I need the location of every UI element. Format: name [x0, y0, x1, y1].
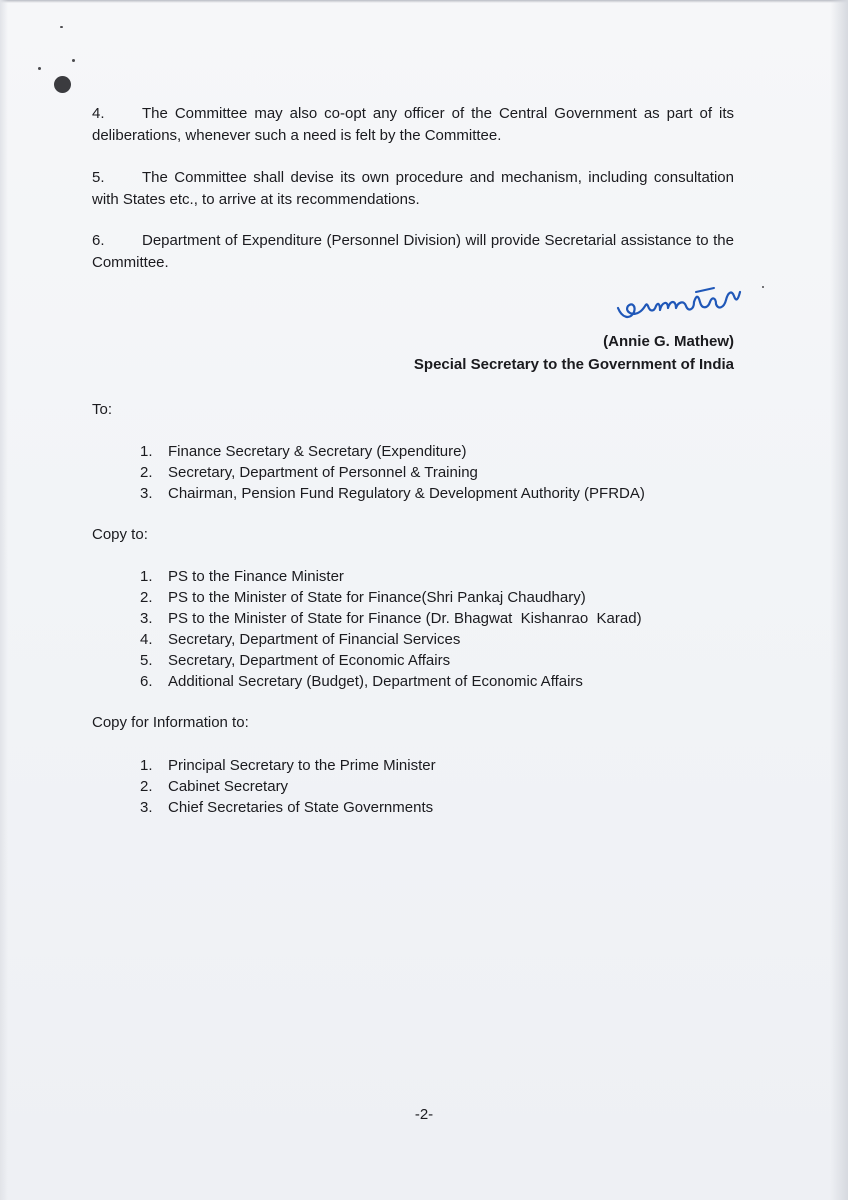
copy-for-information-heading: Copy for Information to:	[92, 714, 249, 731]
copy-for-information-list	[140, 755, 436, 818]
paragraph-6	[92, 230, 734, 274]
paragraph-text: The Committee shall devise its own procedure and mechanism, including consultation with States etc., to arrive at its recommendations.	[92, 169, 734, 208]
paragraph-5	[92, 167, 734, 211]
list-item: 6. Additional Secretary (Budget), Department of Economic Affairs	[140, 673, 583, 690]
paragraph-number: 5.	[92, 169, 105, 186]
list-item: 3. PS to the Minister of State for Finance (Dr. Bhagwat Kishanrao Karad)	[140, 610, 642, 627]
handwritten-signature	[612, 272, 752, 328]
list-item: 5. Secretary, Department of Economic Affairs	[140, 652, 451, 669]
list-item: 3. Chairman, Pension Fund Regulatory & Development Authority (PFRDA)	[140, 485, 645, 502]
signatory-designation: Special Secretary to the Government of India	[413, 356, 734, 373]
scan-edge-left	[0, 0, 8, 1200]
scan-edge-right	[830, 0, 848, 1200]
to-list	[140, 441, 645, 504]
list-item: 2. PS to the Minister of State for Finance(Shri Pankaj Chaudhary)	[140, 589, 586, 606]
paragraph-4	[92, 103, 734, 147]
paragraph-text: The Committee may also co-opt any officer of the Central Government as part of its deliberations, whenever such a need is felt by the Committee.	[92, 105, 734, 144]
list-item: 2. Cabinet Secretary	[140, 778, 289, 795]
scan-edge-top	[0, 0, 848, 3]
list-item: 3. Chief Secretaries of State Governments	[140, 799, 434, 816]
list-item: 1. Finance Secretary & Secretary (Expenditure)	[140, 443, 467, 460]
punch-hole-mark	[54, 76, 71, 93]
list-item: 2. Secretary, Department of Personnel & Training	[140, 464, 478, 481]
scan-speck	[38, 67, 41, 70]
scan-speck	[60, 26, 63, 28]
page-number: -2-	[414, 1106, 434, 1123]
paragraph-number: 6.	[92, 232, 105, 249]
list-item: 1. PS to the Finance Minister	[140, 568, 344, 585]
signatory-name: (Annie G. Mathew)	[603, 333, 734, 350]
scan-speck	[72, 59, 75, 62]
scan-speck	[762, 286, 764, 288]
copy-to-heading: Copy to:	[92, 526, 148, 543]
paragraph-number: 4.	[92, 105, 105, 122]
list-item: 1. Principal Secretary to the Prime Minister	[140, 757, 436, 774]
list-item: 4. Secretary, Department of Financial Services	[140, 631, 461, 648]
paragraph-text: Department of Expenditure (Personnel Division) will provide Secretarial assistance to the Committee.	[92, 232, 734, 271]
to-heading: To:	[92, 401, 113, 418]
copy-to-list	[140, 566, 642, 692]
